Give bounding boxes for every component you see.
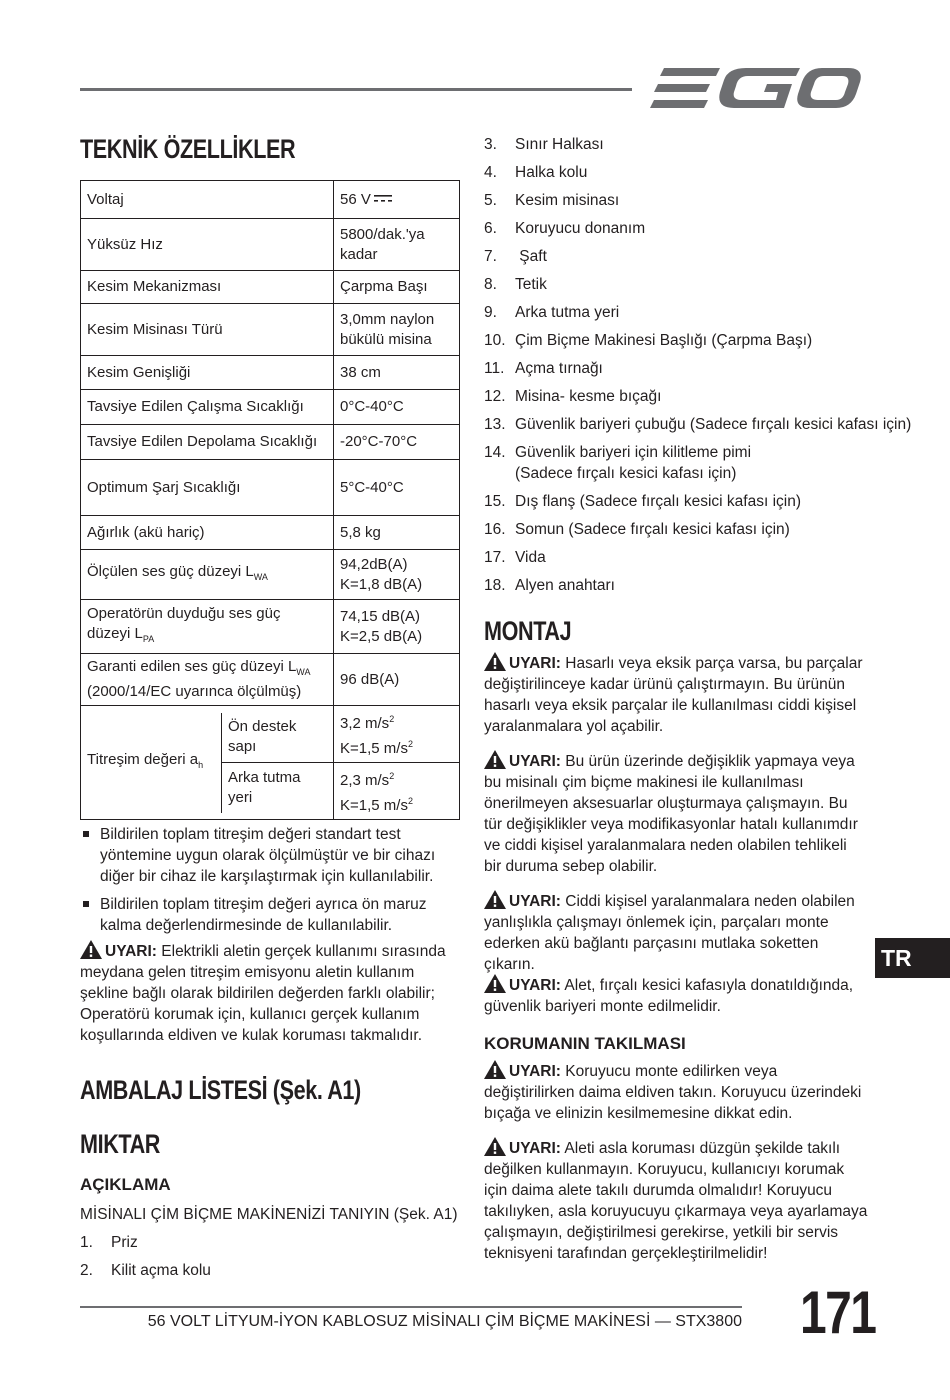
- spec-label: Yüksüz Hız: [81, 219, 334, 271]
- list-item: 11. Açma tırnağı: [484, 360, 603, 377]
- vibration-rear-value: 2,3 $m/s^2$ K=1,5 $m/s^2$: [334, 763, 460, 820]
- parts-intro: MİSİNALI ÇİM BİÇME MAKİNENİZİ TANIYIN (Şek. A1): [80, 1206, 458, 1223]
- montaj-warning: UYARI: Hasarlı veya eksik parça varsa, bu parçalar değiştirilinceye kadar ürünü çalıştırmayın. Bu ürünün hasarlı veya eksik parçalar ile kullanılması ciddi kişisel yaralanmalara yol açabilir.: [484, 652, 868, 737]
- page-number: 171: [800, 1279, 876, 1346]
- spec-table: [80, 180, 460, 820]
- bullet-list: [80, 824, 464, 943]
- list-item: 15. Dış flanş (Sadece fırçalı kesici kafası için): [484, 493, 801, 510]
- list-item: 10. Çim Biçme Makinesi Başlığı (Çarpma Başı): [484, 332, 813, 349]
- vibration-front-value: 3,2 $m/s^2$ K=1,5 $m/s^2$: [334, 706, 460, 763]
- spec-label-lwa: Ölçülen ses güç düzeyi $L_{WA}$: [81, 550, 334, 600]
- spec-value: -20°C-70°C: [334, 425, 460, 460]
- vibration-rear-label: Arka tutma yeri: [228, 768, 301, 806]
- packing-title: AMBALAJ LİSTESİ (Şek. A1): [80, 1075, 361, 1105]
- list-item: 13. Güvenlik bariyeri çubuğu (Sadece fırçalı kesici kafası için): [484, 416, 912, 433]
- spec-label: Ağırlık (akü hariç): [81, 516, 334, 550]
- guard-warning: UYARI: Koruyucu monte edilirken veya değiştirilirken daima eldiven takın. Koruyucu üzerindeki bıçağa ve elinizin kesilmemesine dikkat edin.: [484, 1060, 868, 1124]
- footer-rule: [80, 1306, 742, 1308]
- parts-list-right: [484, 134, 912, 603]
- list-item: 9. Arka tutma yeri: [484, 304, 620, 321]
- vibration-label: Titreşim değeri $a_h$: [81, 713, 222, 813]
- dc-symbol-icon: [374, 195, 392, 203]
- spec-value: 38 cm: [334, 356, 460, 390]
- guard-warning: UYARI: Aleti asla koruması düzgün şekilde takılı değilken kullanmayın. Koruyucu, kullanıcıyı korumak için daima alete takılı durumda olmalıdır! Koruyucu takılıyken, asla koruyucuyu çıkarmaya veya ayarlamaya çalışmayın, değiştirilmesi gerekirse, yetkili bir servis teknisyeni tarafından gerçekleştirilmelidir!: [484, 1137, 868, 1264]
- ego-logo: [650, 62, 862, 114]
- list-item: 3. Sınır Halkası: [484, 136, 604, 153]
- montaj-warning: UYARI: Bu ürün üzerinde değişiklik yapmaya veya bu misinalı çim biçme makinesi ile kullanılması önerilmeyen aksesuarlar oluşturmaya çalışmayın. Bu tür değişiklikler veya modifikasyonlar hatalı kullanımdır ve ciddi kişisel yaralanmalara neden olabilen tehlikeli bir duruma sebep olabilir.: [484, 750, 868, 877]
- list-item: 2. Kilit açma kolu: [80, 1262, 211, 1279]
- spec-label-guaranteed: Garanti edilen ses güç düzeyi $L_{WA}$ (2000/14/EC uyarınca ölçülmüş): [81, 654, 334, 706]
- spec-label: Optimum Şarj Sıcaklığı: [81, 460, 334, 516]
- parts-list-left: [80, 1232, 460, 1288]
- spec-label: Voltaj: [81, 181, 334, 219]
- guard-title: KORUMANIN TAKILMASI: [484, 1034, 686, 1053]
- vibration-warning: UYARI: Elektrikli aletin gerçek kullanımı sırasında meydana gelen titreşim emisyonu aletin kullanım şekline bağlı olarak bildirilen değerden farklı olabilir; Operatörü korumak için, kullanıcı gerçek kullanım koşullarında eldiven ve kulak koruması takmalıdır.: [80, 940, 464, 1046]
- list-item: 18. Alyen anahtarı: [484, 577, 615, 594]
- warning-icon: [484, 1060, 506, 1079]
- list-item: 4. Halka kolu: [484, 164, 588, 181]
- list-item: 17. Vida: [484, 549, 546, 566]
- spec-label-lpa: Operatörün duyduğu ses güç düzeyi $L_{PA}$: [81, 600, 334, 654]
- list-item: 7. Şaft: [484, 248, 547, 265]
- quantity-title: MIKTAR: [80, 1129, 160, 1159]
- spec-label: Kesim Mekanizması: [81, 271, 334, 304]
- warning-icon: [484, 1137, 506, 1156]
- spec-label: Tavsiye Edilen Depolama Sıcaklığı: [81, 425, 334, 460]
- spec-value: 5,8 kg: [334, 516, 460, 550]
- list-item: 8. Tetik: [484, 276, 547, 293]
- montaj-warning: UYARI: Ciddi kişisel yaralanmalara neden olabilen yanlışlıkla çalışmayı önlemek için, parçaları monte ederken akü bağlantı parçasını mutlaka soketten çıkarın.: [484, 890, 868, 975]
- warning-icon: [484, 890, 506, 909]
- bullet-item: Bildirilen toplam titreşim değeri ayrıca ön maruz kalma değerlendirmesinde de kullanılabilir.: [80, 894, 464, 936]
- montaj-warning: UYARI: Alet, fırçalı kesici kafasıyla donatıldığında, güvenlik bariyeri monte edilmelidir.: [484, 974, 868, 1017]
- language-tab: TR: [875, 938, 950, 978]
- list-item: 16. Somun (Sadece fırçalı kesici kafası için): [484, 521, 790, 538]
- warning-icon: [484, 652, 506, 671]
- warning-icon: [80, 940, 102, 959]
- footer-title: 56 VOLT LİTYUM-İYON KABLOSUZ MİSİNALI ÇİM BİÇME MAKİNESİ — STX3800: [147, 1313, 742, 1330]
- logo-text: EGO: [650, 62, 653, 63]
- spec-value: 74,15 dB(A) K=2,5 dB(A): [334, 600, 460, 654]
- spec-label: Kesim Genişliği: [81, 356, 334, 390]
- spec-label: Kesim Misinası Türü: [81, 304, 334, 356]
- list-item: 5. Kesim misinası: [484, 192, 620, 209]
- warning-icon: [484, 750, 506, 769]
- spec-value: 96 dB(A): [334, 654, 460, 706]
- list-item: 12. Misina- kesme bıçağı: [484, 388, 662, 405]
- warning-icon: [484, 974, 506, 993]
- spec-value: 5800/dak.'ya kadar: [334, 219, 460, 271]
- spec-label: Tavsiye Edilen Çalışma Sıcaklığı: [81, 390, 334, 425]
- spec-value: Çarpma Başı: [334, 271, 460, 304]
- spec-value: 0°C-40°C: [334, 390, 460, 425]
- spec-title: TEKNİK ÖZELLİKLER: [80, 134, 296, 164]
- description-title: AÇIKLAMA: [80, 1175, 171, 1194]
- list-item: 1. Priz: [80, 1234, 138, 1251]
- bullet-item: Bildirilen toplam titreşim değeri standart test yöntemine uygun olarak ölçülmüştür ve bir cihazı diğer bir cihaz ile karşılaştırmak için kullanılabilir.: [80, 824, 464, 887]
- spec-value: 56 V: [334, 181, 460, 219]
- spec-value: 3,0mm naylon bükülü misina: [334, 304, 460, 356]
- list-item: 6. Koruyucu donanım: [484, 220, 646, 237]
- spec-value: 94,2dB(A) K=1,8 dB(A): [334, 550, 460, 600]
- vibration-front-label: Ön destek sapı: [222, 713, 333, 764]
- montaj-title: MONTAJ: [484, 616, 572, 646]
- header-rule: [80, 88, 632, 91]
- list-item: 14. Güvenlik bariyeri için kilitleme pimi (Sadece fırçalı kesici kafası için): [484, 444, 752, 482]
- spec-value: 5°C-40°C: [334, 460, 460, 516]
- vibration-cell: [81, 706, 334, 820]
